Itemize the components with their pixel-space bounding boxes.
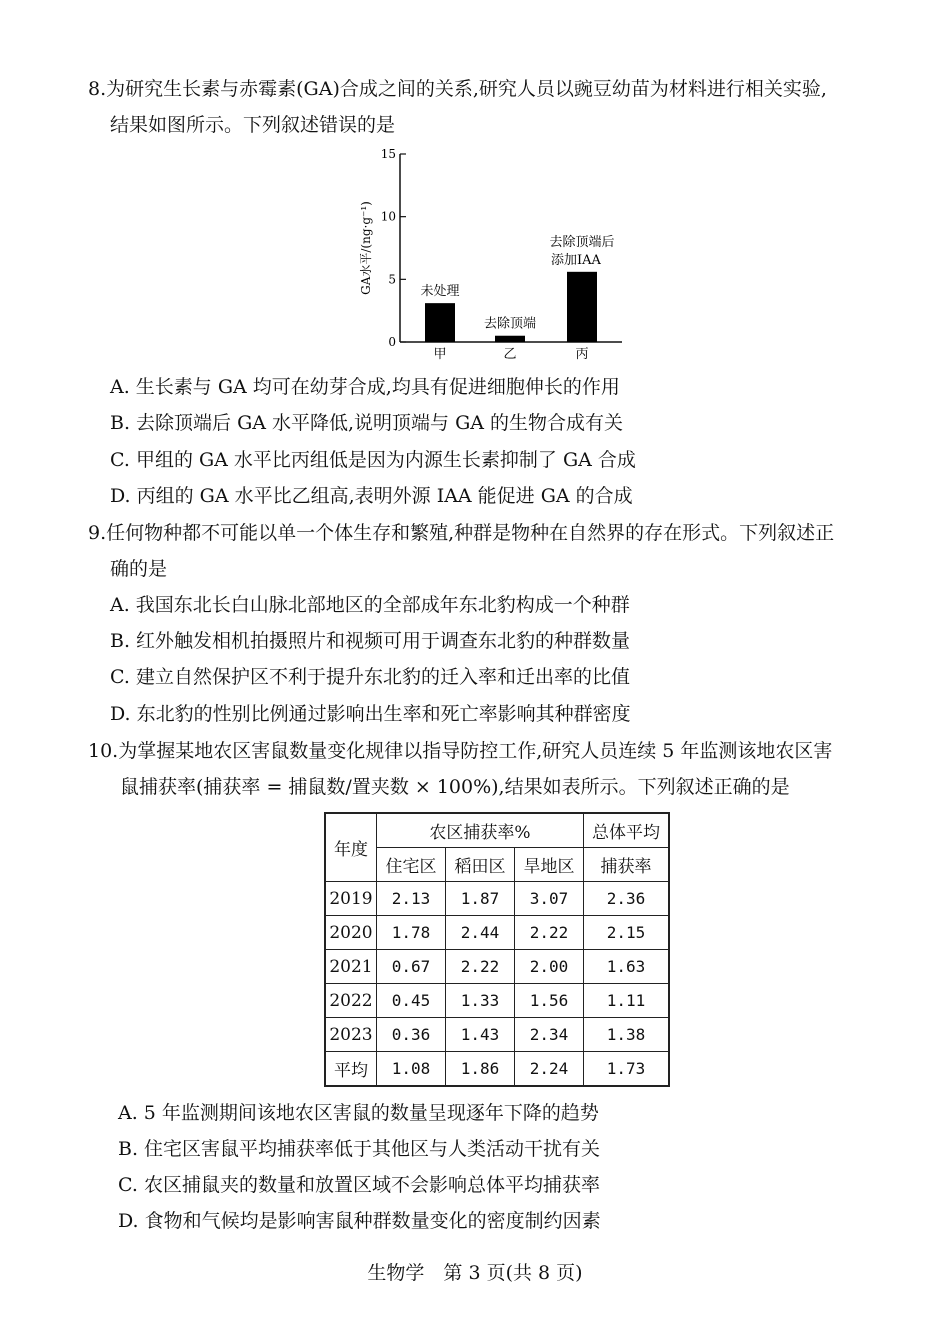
table-row bbox=[325, 950, 669, 984]
bar-label-untreated: 未处理 bbox=[420, 284, 460, 300]
table-cell: 3.07 bbox=[515, 882, 584, 916]
q9-stem-text-1: 任何物种都不可能以单一个体生存和繁殖,种群是物种在自然界的存在形式。下列叙述正 bbox=[106, 522, 835, 544]
table-cell: 2.44 bbox=[446, 916, 515, 950]
subheader-dryland: 旱地区 bbox=[515, 848, 584, 882]
table-cell: 2021 bbox=[325, 950, 377, 984]
y-axis-label: GA水平/(ng·g⁻¹) bbox=[359, 201, 373, 295]
q10-option-b: B. 住宅区害鼠平均捕获率低于其他区与人类活动干扰有关 bbox=[118, 1138, 601, 1160]
subheader-paddy: 稻田区 bbox=[446, 848, 515, 882]
category-label: 乙 bbox=[503, 347, 517, 362]
y-tick-label: 0 bbox=[388, 335, 396, 349]
q9-stem-line2: 确的是 bbox=[110, 558, 168, 580]
bar-丙 bbox=[567, 272, 597, 342]
bar-label-iaa-line1: 去除顶端后 bbox=[549, 234, 615, 250]
table-row bbox=[325, 1018, 669, 1052]
table-row bbox=[325, 916, 669, 950]
table-cell: 1.33 bbox=[446, 984, 515, 1018]
q10-stem-line2: 鼠捕获率(捕获率 = 捕鼠数/置夹数 × 100%),结果如表所示。下列叙述正确的是 bbox=[120, 776, 790, 798]
table-cell: 0.67 bbox=[377, 950, 446, 984]
table-cell: 2.24 bbox=[515, 1052, 584, 1087]
table-cell: 2.36 bbox=[584, 882, 670, 916]
table-header-row-1 bbox=[325, 813, 669, 848]
q9-option-a: A. 我国东北长白山脉北部地区的全部成年东北豹构成一个种群 bbox=[110, 594, 630, 616]
table-cell: 1.08 bbox=[377, 1052, 446, 1087]
table-cell: 2.13 bbox=[377, 882, 446, 916]
category-label: 丙 bbox=[575, 347, 589, 362]
table-cell: 2023 bbox=[325, 1018, 377, 1052]
q9-option-b: B. 红外触发相机拍摄照片和视频可用于调查东北豹的种群数量 bbox=[110, 630, 631, 652]
table-row bbox=[325, 984, 669, 1018]
category-labels bbox=[433, 347, 588, 362]
q8-stem-line1 bbox=[88, 76, 827, 102]
table-cell: 1.11 bbox=[584, 984, 670, 1018]
q8-number: 8. bbox=[88, 78, 107, 100]
table-cell: 平均 bbox=[325, 1052, 377, 1087]
y-tick-label: 15 bbox=[380, 147, 396, 161]
q9-option-c: C. 建立自然保护区不利于提升东北豹的迁入率和迁出率的比值 bbox=[110, 666, 630, 688]
table-cell: 2.00 bbox=[515, 950, 584, 984]
table-cell: 0.45 bbox=[377, 984, 446, 1018]
q8-option-d: D. 丙组的 GA 水平比乙组高,表明外源 IAA 能促进 GA 的合成 bbox=[110, 485, 633, 507]
q10-stem-text-1: 为掌握某地农区害鼠数量变化规律以指导防控工作,研究人员连续 5 年监测该地农区害 bbox=[118, 740, 833, 762]
header-total-2: 捕获率 bbox=[584, 848, 670, 882]
table-cell: 1.78 bbox=[377, 916, 446, 950]
table-cell: 2020 bbox=[325, 916, 377, 950]
table-cell: 2.34 bbox=[515, 1018, 584, 1052]
page-footer: 生物学 第 3 页(共 8 页) bbox=[367, 1262, 583, 1284]
table-cell: 1.43 bbox=[446, 1018, 515, 1052]
capture-rate-table bbox=[324, 812, 670, 1087]
table-cell: 2.22 bbox=[515, 916, 584, 950]
q10-option-a: A. 5 年监测期间该地农区害鼠的数量呈现逐年下降的趋势 bbox=[118, 1102, 599, 1124]
table-cell: 2019 bbox=[325, 882, 377, 916]
q9-number: 9. bbox=[88, 522, 107, 544]
ga-bar-chart bbox=[350, 140, 650, 370]
table-cell: 1.63 bbox=[584, 950, 670, 984]
ga-bar-chart-svg bbox=[350, 140, 650, 370]
header-year: 年度 bbox=[325, 813, 377, 882]
table-cell: 1.38 bbox=[584, 1018, 670, 1052]
q9-stem-line1 bbox=[88, 520, 834, 546]
subheader-residential: 住宅区 bbox=[377, 848, 446, 882]
table-row bbox=[325, 882, 669, 916]
y-ticks bbox=[381, 147, 406, 349]
q9-option-d: D. 东北豹的性别比例通过影响出生率和死亡率影响其种群密度 bbox=[110, 703, 631, 725]
table-cell: 2.22 bbox=[446, 950, 515, 984]
table-header-row-2 bbox=[325, 848, 669, 882]
bar-甲 bbox=[425, 303, 455, 342]
table-cell: 1.86 bbox=[446, 1052, 515, 1087]
q8-stem-line2: 结果如图所示。下列叙述错误的是 bbox=[110, 114, 396, 136]
table-cell: 1.87 bbox=[446, 882, 515, 916]
bar-label-iaa-line2: 添加IAA bbox=[551, 252, 601, 268]
q8-option-a: A. 生长素与 GA 均可在幼芽合成,均具有促进细胞伸长的作用 bbox=[110, 376, 620, 398]
q10-number: 10. bbox=[88, 740, 119, 762]
header-total-1: 总体平均 bbox=[584, 813, 670, 848]
table-row bbox=[325, 1052, 669, 1087]
q8-stem-text-1: 为研究生长素与赤霉素(GA)合成之间的关系,研究人员以豌豆幼苗为材料进行相关实验, bbox=[106, 78, 827, 100]
q10-option-d: D. 食物和气候均是影响害鼠种群数量变化的密度制约因素 bbox=[118, 1210, 601, 1232]
table-cell: 1.56 bbox=[515, 984, 584, 1018]
bar-乙 bbox=[495, 336, 525, 342]
q8-option-b: B. 去除顶端后 GA 水平降低,说明顶端与 GA 的生物合成有关 bbox=[110, 412, 624, 434]
table-cell: 2.15 bbox=[584, 916, 670, 950]
q8-option-c: C. 甲组的 GA 水平比丙组低是因为内源生长素抑制了 GA 合成 bbox=[110, 449, 636, 471]
table-cell: 0.36 bbox=[377, 1018, 446, 1052]
q10-stem-line1 bbox=[88, 738, 832, 764]
q10-option-c: C. 农区捕鼠夹的数量和放置区域不会影响总体平均捕获率 bbox=[118, 1174, 600, 1196]
header-group: 农区捕获率% bbox=[377, 813, 584, 848]
y-tick-label: 5 bbox=[388, 272, 396, 287]
category-label: 甲 bbox=[433, 347, 447, 362]
table-cell: 2022 bbox=[325, 984, 377, 1018]
y-tick-label: 10 bbox=[380, 209, 396, 224]
bar-label-decapitated: 去除顶端 bbox=[483, 316, 537, 332]
table-cell: 1.73 bbox=[584, 1052, 670, 1087]
